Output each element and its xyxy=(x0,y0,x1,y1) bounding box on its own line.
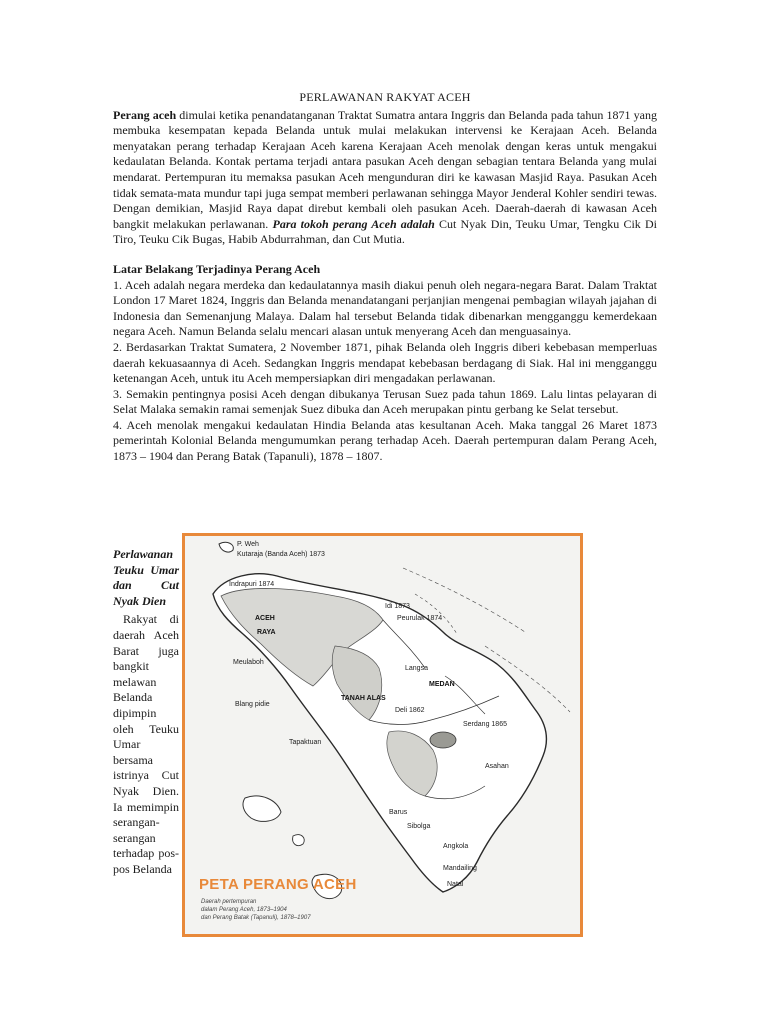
pulau-weh xyxy=(219,542,233,552)
label-medan: MEDAN xyxy=(429,681,455,688)
section-heading: Latar Belakang Terjadinya Perang Aceh xyxy=(113,261,321,276)
aceh-war-map xyxy=(185,536,580,934)
point-4: 4. Aceh menolak mengakui kedaulatan Hindia Belanda atas kesultanan Aceh. Maka tanggal 26 Maret 1873 pemerintah Kolonial Belanda mengumumkan perang terhadap Aceh. Daerah pertempuran dalam Perang Aceh, 1873 – 1904 dan Perang Batak (Tapanuli), 1878 – 1807. xyxy=(113,417,657,464)
document-title: PERLAWANAN RAKYAT ACEH xyxy=(299,90,471,104)
label-asahan: Asahan xyxy=(485,763,509,770)
label-serdang: Serdang 1865 xyxy=(463,721,507,728)
label-aceh: ACEH xyxy=(255,615,275,622)
intro-text-2: Cut Nyak Din, Teuku Umar, Tengku Cik Di Tiro, Teuku Cik Bugas, Habib Abdurrahman, dan Cut Mutia. xyxy=(113,216,657,247)
banyak-islands xyxy=(293,835,305,846)
sidebar-subheading: Perlawanan Teuku Umar dan Cut Nyak Dien xyxy=(113,547,179,608)
legend-line-1: Daerah pertempuran xyxy=(201,899,257,905)
label-peurulak: Peurulak 1874 xyxy=(397,615,443,622)
label-angkola: Angkola xyxy=(443,843,469,850)
sidebar-column xyxy=(113,547,179,877)
label-deli: Deli 1862 xyxy=(395,707,425,714)
intro-paragraph xyxy=(113,108,657,248)
point-1: 1. Aceh adalah negara merdeka dan kedaulatannya masih diakui penuh oleh negara-negara Barat. Dalam Traktat London 17 Maret 1824, Inggris dan Belanda menandatangani perjanjian mengenai pembagian wilayah jajahan di Indonesia dan Semenanjung Malaya. Dalam hal tersebut Belanda tidak dibenarkan mengganggu kemerdekaan negara Aceh. Namun Belanda selalu mencari alasan untuk menyerang Aceh dan menguasainya. xyxy=(113,277,657,339)
label-barus: Barus xyxy=(389,809,408,816)
lake-toba xyxy=(430,732,456,748)
simeulue-island xyxy=(243,796,281,821)
label-p-weh: P. Weh xyxy=(237,541,259,548)
point-2: 2. Berdasarkan Traktat Sumatera, 2 November 1871, pihak Belanda oleh Inggris diberi kebebasan memperluas daerah kekuasaannya di Aceh. Sedangkan Inggris mendapat kebebasan berdagang di Siak. Hal ini mengganggu ketenangan Aceh, untuk itu Aceh mempersiapkan diri mengadakan perlawanan. xyxy=(113,339,657,386)
paragraph-gap xyxy=(113,248,657,262)
main-text-column xyxy=(113,90,657,465)
map-legend xyxy=(201,898,311,922)
intro-emphasis: Para tokoh perang Aceh adalah xyxy=(272,216,435,231)
label-natal: Natal xyxy=(447,881,464,888)
label-indrapuri: Indrapuri 1874 xyxy=(229,581,275,588)
label-idi: Idi 1873 xyxy=(385,603,410,610)
map-figure xyxy=(182,533,583,937)
legend-line-3: dan Perang Batak (Tapanuli), 1878–1907 xyxy=(201,915,311,921)
label-blang-pidie: Blang pidie xyxy=(235,701,270,708)
label-meulaboh: Meulaboh xyxy=(233,659,264,666)
label-kutaraja: Kutaraja (Banda Aceh) 1873 xyxy=(237,551,325,558)
label-langsa: Langsa xyxy=(405,665,428,672)
label-raya: RAYA xyxy=(257,629,276,636)
intro-lead: Perang aceh xyxy=(113,107,177,122)
map-caption: PETA PERANG ACEH xyxy=(199,876,357,893)
label-sibolga: Sibolga xyxy=(407,823,431,830)
label-tapaktuan: Tapaktuan xyxy=(289,739,322,746)
point-3: 3. Semakin pentingnya posisi Aceh dengan dibukanya Terusan Suez pada tahun 1869. Lalu lintas pelayaran di Selat Malaka semakin ramai semenjak Suez dibuka dan Aceh merupakan pintu gerbang ke Selat tersebut. xyxy=(113,386,657,417)
legend-line-2: dalam Perang Aceh, 1873–1904 xyxy=(201,907,287,913)
sidebar-body: Rakyat di daerah Aceh Barat juga bangkit melawan Belanda dipimpin oleh Teuku Umar bersama istrinya Cut Nyak Dien. Ia memimpin serangan-serangan terhadap pos-pos Belanda xyxy=(113,612,179,876)
label-tanah-alas: TANAH ALAS xyxy=(341,695,386,702)
label-mandailing: Mandailing xyxy=(443,865,477,872)
intro-text-1: dimulai ketika penandatanganan Traktat Sumatra antara Inggris dan Belanda pada tahun 1871 yang membuka kesempatan kepada Belanda untuk mulai melakukan intervensi ke Kerajaan Aceh. Belanda menyatakan perang terhadap Kerajaan Aceh karena Kerajaan Aceh menolak dengan keras untuk mengakui kedaulatan Belanda. Kontak pertama terjadi antara pasukan Aceh dengan sebagian tentara Belanda yang mulai mendarat. Pertempuran itu memaksa pasukan Aceh mengunduran diri ke kawasan Masjid Raya. Pasukan Aceh tidak semata-mata mundur tapi juga sempat memberi perlawanan sehingga Mayor Jenderal Kohler sendiri tewas. Dengan demikian, Masjid Raya dapat direbut kembali oleh pasukan Aceh. Daerah-daerah di kawasan Aceh bangkit melakukan perlawanan. xyxy=(113,107,658,231)
